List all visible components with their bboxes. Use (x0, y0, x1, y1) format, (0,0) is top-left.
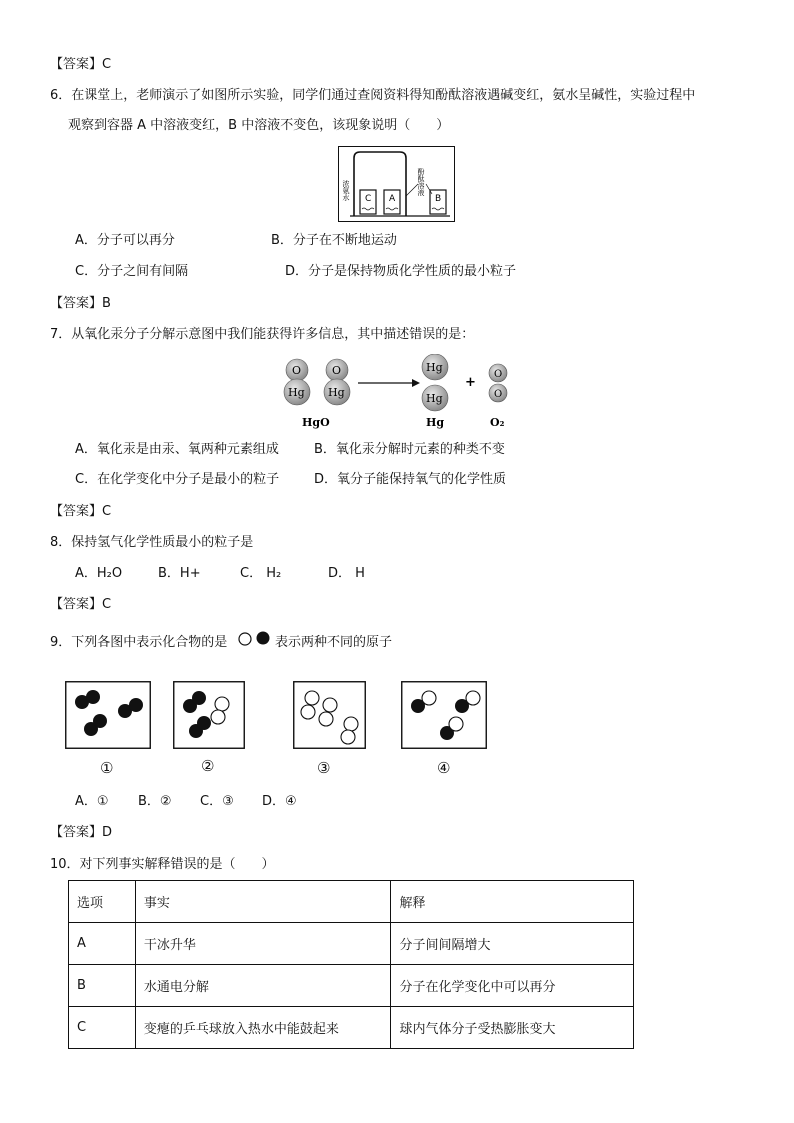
table-header-cell: 事实 (135, 881, 391, 923)
figure-label-2: ② (201, 757, 215, 775)
atom-o: O (494, 369, 503, 380)
q8-option-a: A．H₂O (75, 566, 123, 581)
atom-o: O (332, 364, 342, 377)
atom-o: O (494, 389, 503, 400)
particle-box-2 (173, 681, 245, 749)
q9-option-b: B．② (138, 794, 172, 809)
table-header-cell: 选项 (69, 881, 136, 923)
q9-option-c: C．③ (200, 794, 234, 809)
q7-option-a: A．氧化汞是由汞、氧两种元素组成 (75, 442, 279, 457)
beaker-c-label: C (365, 194, 372, 204)
q7-option-c: C．在化学变化中分子是最小的粒子 (75, 472, 280, 487)
atom-hg: Hg (328, 386, 345, 399)
beaker-a-label: A (389, 194, 396, 204)
table-cell: 分子在化学变化中可以再分 (391, 965, 634, 1007)
ammonia-experiment-figure (338, 146, 455, 222)
question-10-stem: 10．对下列事实解释错误的是（ ） (50, 857, 275, 872)
q6-option-d: D．分子是保持物质化学性质的最小粒子 (285, 264, 517, 279)
table-cell: B (69, 965, 136, 1007)
answer-q9: 【答案】D (50, 825, 113, 840)
facts-table (68, 880, 634, 1049)
q7-option-d: D．氧分子能保持氧气的化学性质 (314, 472, 507, 487)
q9-option-a: A．① (75, 794, 109, 809)
question-7-stem: 7．从氧化汞分子分解示意图中我们能获得许多信息，其中描述错误的是： (50, 327, 475, 342)
table-row (69, 923, 634, 965)
table-header-cell: 解释 (391, 881, 634, 923)
table-cell: C (69, 1007, 136, 1049)
table-row (69, 965, 634, 1007)
figure-label-3: ③ (317, 759, 331, 777)
answer-q6: 【答案】B (50, 296, 111, 311)
hgo-label: HgO (302, 416, 330, 429)
q8-option-c: C． H₂ (240, 566, 282, 581)
q7-option-b: B．氧化汞分解时元素的种类不变 (314, 442, 505, 457)
table-cell: 水通电分解 (135, 965, 391, 1007)
answer-q5: 【答案】C (50, 57, 112, 72)
particle-box-4 (401, 681, 487, 749)
q8-option-b: B．H+ (158, 566, 201, 581)
q6-option-b: B．分子在不断地运动 (271, 233, 397, 248)
particle-box-3 (293, 681, 366, 749)
table-cell: 球内气体分子受热膨胀变大 (391, 1007, 634, 1049)
question-9-stem-cont: 表示两种不同的原子 (275, 635, 393, 650)
table-cell: A (69, 923, 136, 965)
table-cell: 变瘪的乒乓球放入热水中能鼓起来 (135, 1007, 391, 1049)
answer-q8: 【答案】C (50, 597, 112, 612)
q6-option-a: A．分子可以再分 (75, 233, 175, 248)
table-row (69, 1007, 634, 1049)
q8-option-d: D． H (328, 566, 365, 581)
question-6-stem: 6．在课堂上，老师演示了如图所示实验，同学们通过查阅资料得知酚酞溶液遇碱变红，氨水呈碱性，实验过程中 (50, 88, 696, 103)
beaker-b-label: B (435, 194, 442, 204)
q6-option-c: C．分子之间有间隔 (75, 264, 189, 279)
question-9-stem: 9．下列各图中表示化合物的是 (50, 635, 228, 650)
table-header-row (69, 881, 634, 923)
atom-o: O (292, 364, 302, 377)
q9-option-d: D．④ (262, 794, 297, 809)
figure-label-4: ④ (437, 759, 451, 777)
atom-hg: Hg (426, 392, 443, 405)
question-6-stem-cont: 观察到容器 A 中溶液变红，B 中溶液不变色，该现象说明（ ） (68, 118, 450, 133)
atom-legend-icons (238, 630, 272, 648)
particle-box-1 (65, 681, 151, 749)
table-cell: 分子间间隔增大 (391, 923, 634, 965)
atom-hg: Hg (426, 361, 443, 374)
hg-label: Hg (426, 416, 445, 429)
figure-label-1: ① (100, 759, 114, 777)
phenolphthalein-label: 酚酞溶液 (417, 168, 425, 196)
table-cell: 干冰升华 (135, 923, 391, 965)
answer-q7: 【答案】C (50, 504, 112, 519)
hgo-decomposition-figure (280, 354, 520, 434)
plus-sign: + (465, 375, 476, 390)
ammonia-label: 浓氨水 (342, 180, 350, 201)
question-8-stem: 8．保持氢气化学性质最小的粒子是 (50, 535, 254, 550)
atom-hg: Hg (288, 386, 305, 399)
o2-label: O₂ (490, 416, 505, 429)
